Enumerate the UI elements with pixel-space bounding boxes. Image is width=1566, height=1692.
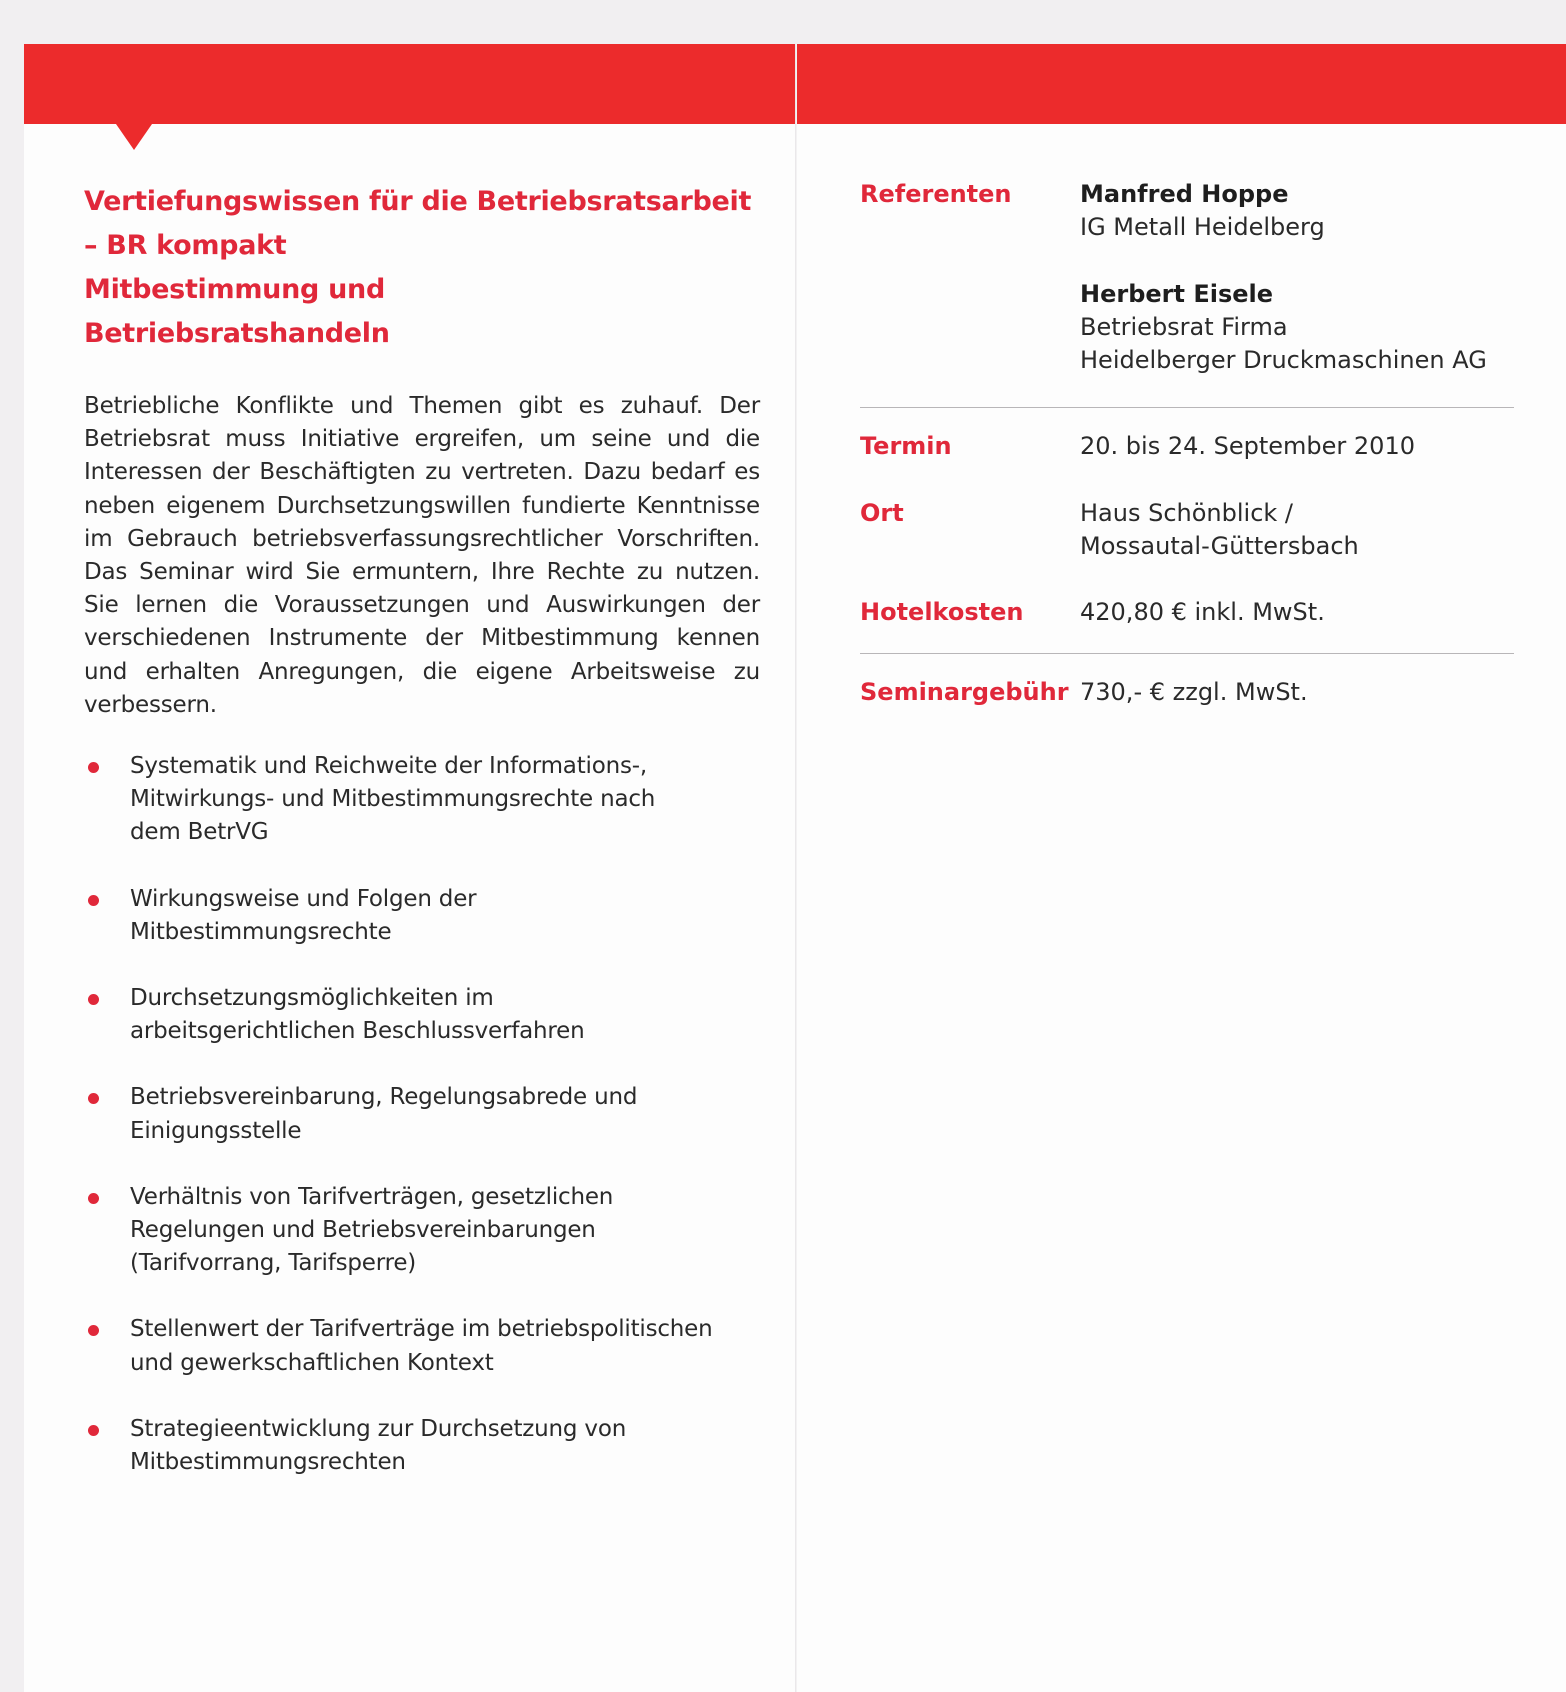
title-line: Mitbestimmung und [84, 274, 386, 305]
list-item-line: Durchsetzungsmöglichkeiten im [130, 985, 494, 1012]
list-item [84, 1181, 760, 1281]
list-item-line: Strategieentwicklung zur Durchsetzung von [130, 1415, 627, 1442]
title-line: – BR kompakt [84, 230, 287, 261]
bullet-icon [88, 1093, 99, 1104]
list-item-line: arbeitsgerichtlichen Beschlussverfahren [130, 1018, 585, 1045]
list-item-line: Mitbestimmungsrechten [130, 1449, 406, 1476]
speaker-list [1080, 178, 1487, 377]
bullet-icon [88, 895, 99, 906]
list-item-line: Verhältnis von Tarifverträgen, gesetzlichen [130, 1183, 614, 1210]
fee-value: 730,- € zzgl. MwSt. [1080, 678, 1308, 706]
bullet-icon [88, 1425, 99, 1436]
title-line: Vertiefungswissen für die Betriebsratsarbeit [84, 186, 752, 217]
list-item-line: Regelungen und Betriebsvereinbarungen [130, 1217, 596, 1244]
divider [860, 407, 1514, 408]
list-item-line: Mitwirkungs- und Mitbestimmungsrechte nach [130, 786, 656, 813]
hotel-label: Hotelkosten [860, 598, 1024, 626]
speaker-name: Herbert Eisele [1080, 280, 1274, 308]
left-page [84, 180, 760, 1512]
header-notch [116, 124, 152, 150]
bullet-icon [88, 1325, 99, 1336]
referenten-row [860, 178, 1514, 377]
list-item-line: Systematik und Reichweite der Informations-, [130, 753, 647, 780]
page-fold [795, 44, 797, 1692]
list-item-line: Einigungsstelle [130, 1117, 302, 1144]
list-item-line: Mitbestimmungsrechte [130, 918, 392, 945]
ort-line: Haus Schönblick / [1080, 499, 1294, 527]
ort-row [860, 497, 1514, 563]
list-item [84, 750, 760, 850]
fee-label: Seminargebühr [860, 678, 1069, 706]
hotel-row [860, 596, 1514, 629]
list-item-line: Betriebsvereinbarung, Regelungsabrede und [130, 1084, 638, 1111]
list-item-line: (Tarifvorrang, Tarifsperre) [130, 1250, 417, 1277]
seminar-title [84, 180, 760, 356]
list-item [84, 1081, 760, 1147]
list-item-line: und gewerkschaftlichen Kontext [130, 1349, 494, 1376]
title-line: Betriebsratshandeln [84, 318, 390, 349]
bullet-icon [88, 1193, 99, 1204]
list-item [84, 1413, 760, 1479]
fee-row [860, 676, 1514, 709]
right-page [860, 178, 1514, 709]
list-item-line: dem BetrVG [130, 819, 269, 846]
list-item [84, 982, 760, 1048]
hotel-value: 420,80 € inkl. MwSt. [1080, 598, 1325, 626]
bullet-icon [88, 994, 99, 1005]
ort-value [1080, 497, 1359, 563]
speaker-affiliation: IG Metall Heidelberg [1080, 213, 1325, 241]
speaker-affiliation: Heidelberger Druckmaschinen AG [1080, 346, 1487, 374]
ort-label: Ort [860, 499, 904, 527]
divider [860, 653, 1514, 654]
list-item [84, 883, 760, 949]
topic-list [84, 750, 760, 1479]
termin-label: Termin [860, 432, 952, 460]
speaker-name: Manfred Hoppe [1080, 180, 1289, 208]
list-item [84, 1313, 760, 1379]
referenten-label: Referenten [860, 180, 1012, 208]
speaker-affiliation: Betriebsrat Firma [1080, 313, 1288, 341]
brochure-spread [24, 44, 1566, 1692]
bullet-icon [88, 762, 99, 773]
termin-row [860, 430, 1514, 463]
intro-paragraph: Betriebliche Konflikte und Themen gibt es zuhauf. Der Betriebsrat muss Initiative ergreifen, um seine und die Interessen der Beschäftigten zu vertreten. Dazu bedarf es neben eigenem Durchsetzungswillen fundierte Kenntnisse im Gebrauch betriebsverfassungsrechtlicher Vorschriften. Das Seminar wird Sie ermuntern, Ihre Rechte zu nutzen. Sie lernen die Voraussetzungen und Auswirkungen der verschiedenen Instrumente der Mitbestimmung kennen und erhalten Anregungen, die eigene Arbeitsweise zu verbessern. [84, 393, 760, 718]
ort-line: Mossautal-Güttersbach [1080, 532, 1359, 560]
termin-value: 20. bis 24. September 2010 [1080, 432, 1415, 460]
list-item-line: Stellenwert der Tarifverträge im betriebspolitischen [130, 1316, 713, 1343]
list-item-line: Wirkungsweise und Folgen der [130, 885, 477, 912]
